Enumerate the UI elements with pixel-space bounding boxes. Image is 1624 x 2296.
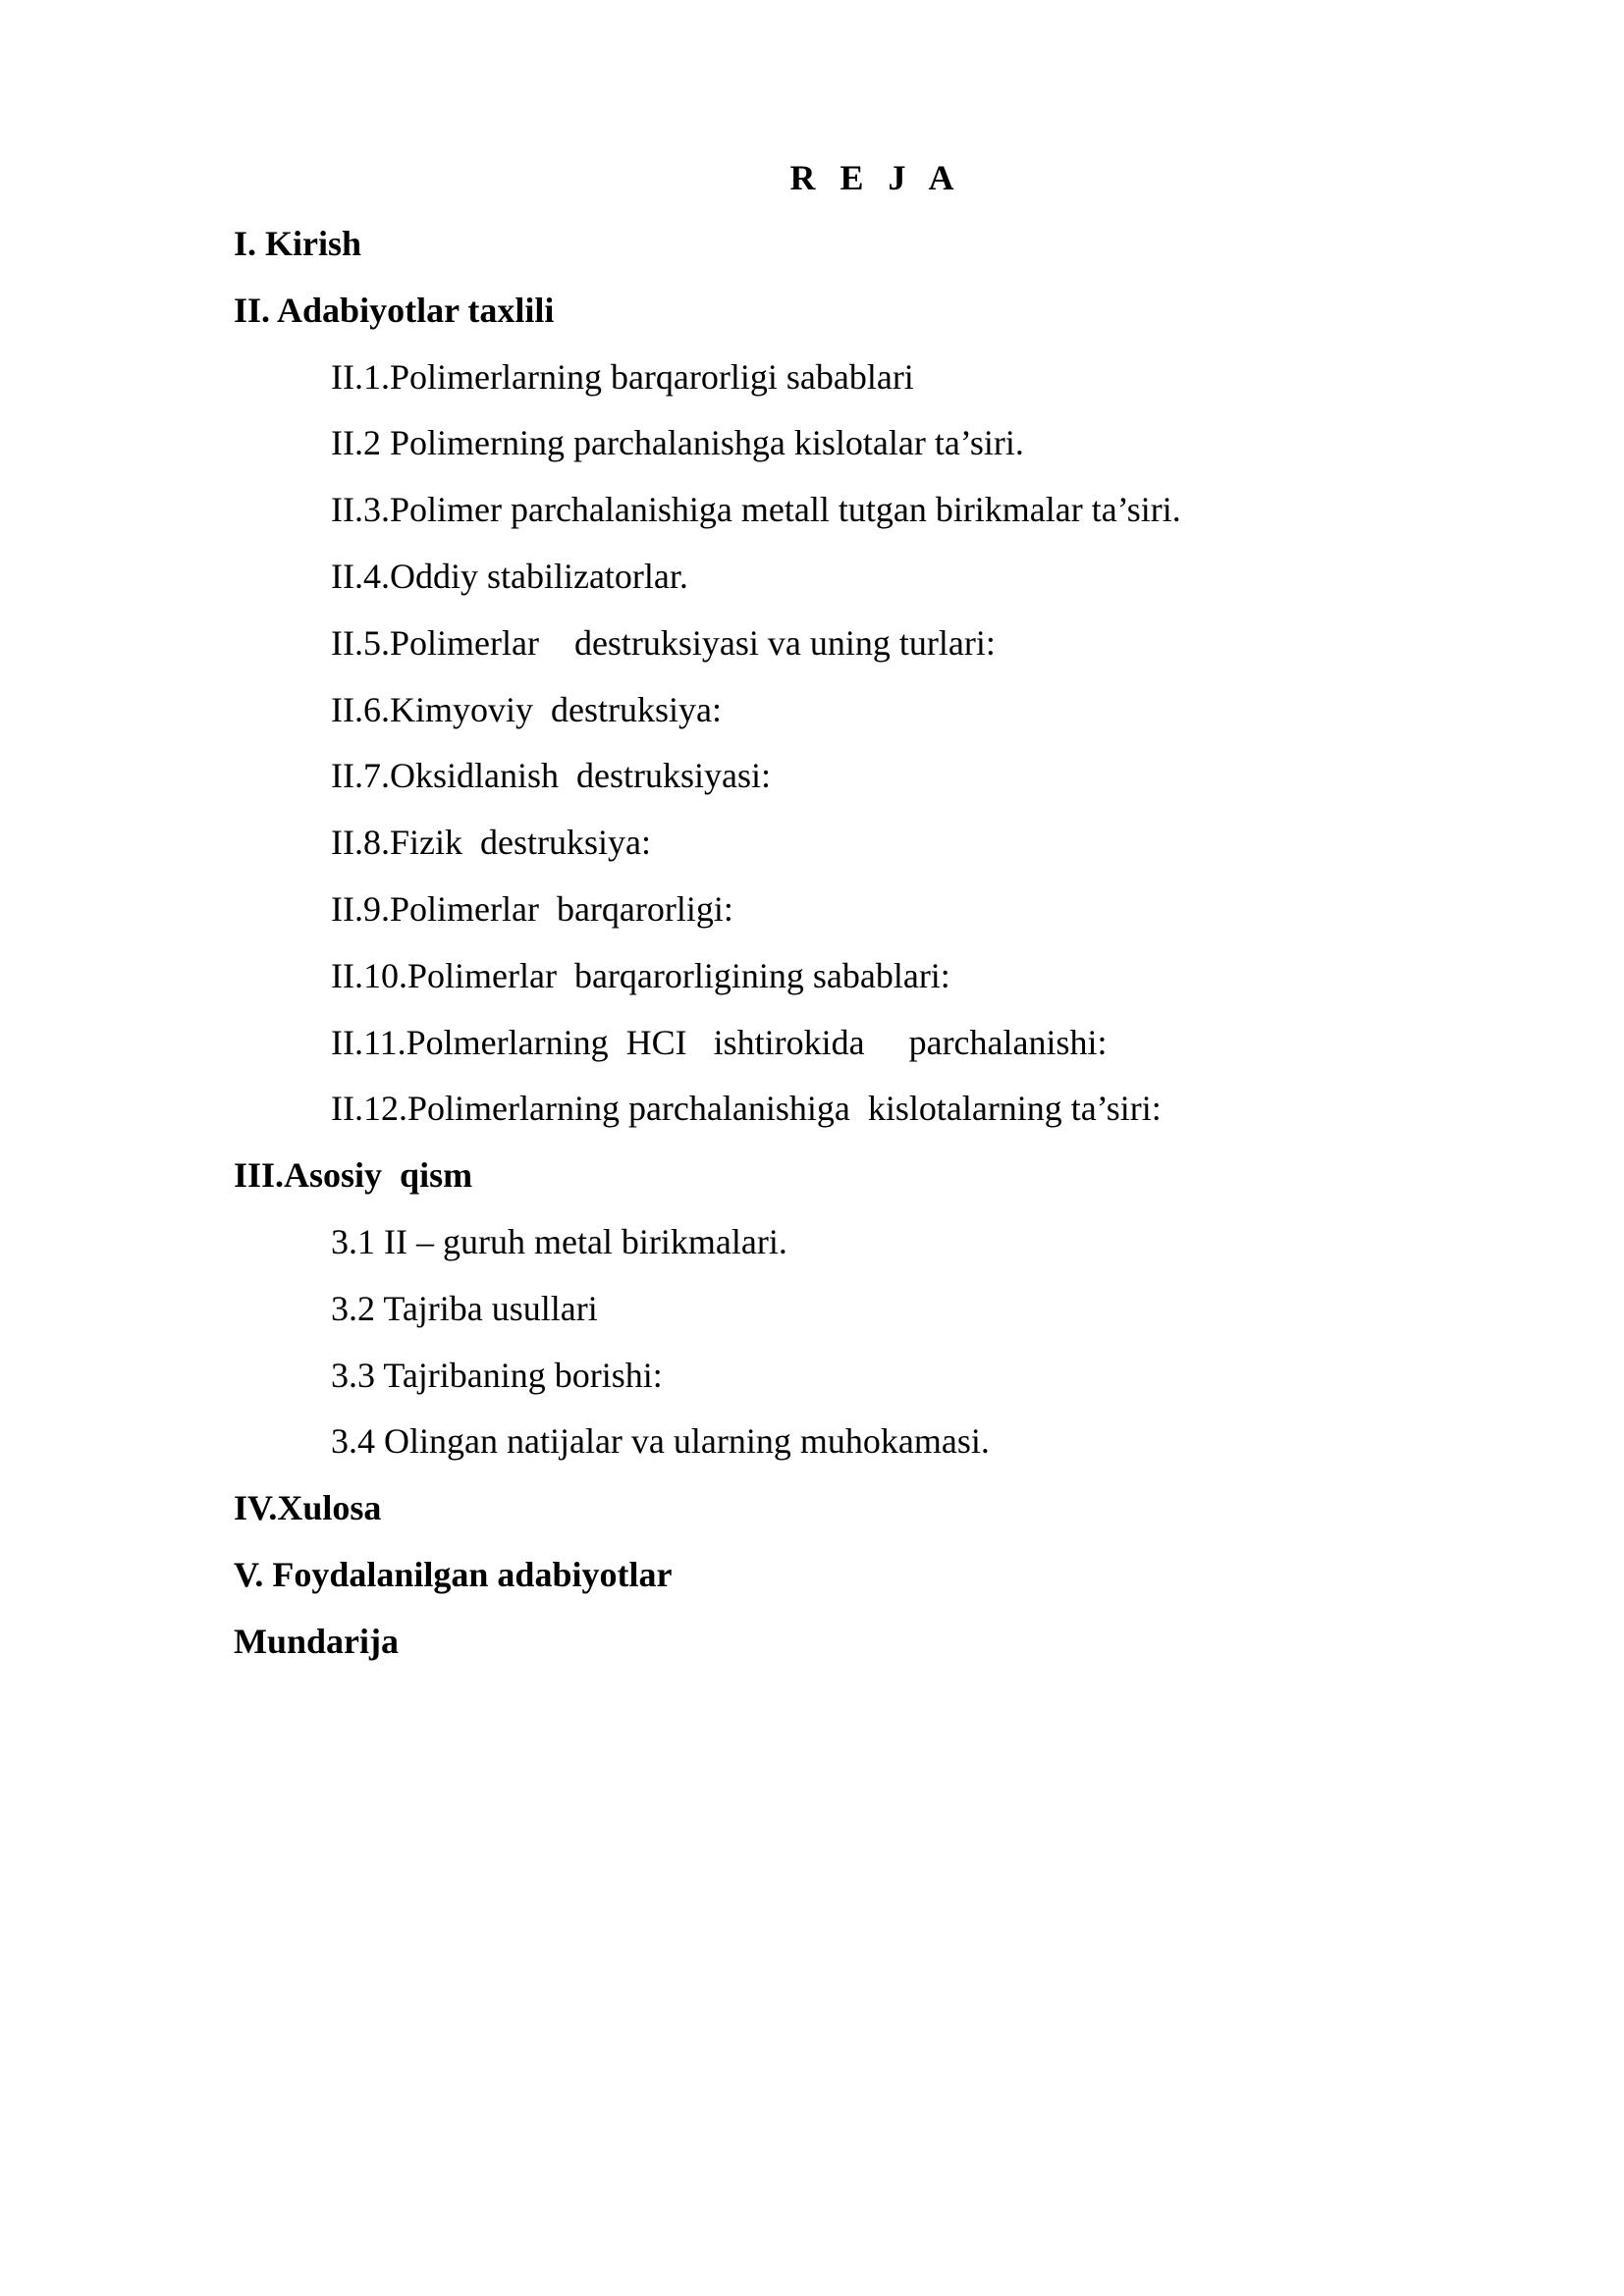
toc-item-foydalanilgan-adabiyotlar: V. Foydalanilgan adabiyotlar bbox=[234, 1554, 673, 1594]
toc-subitem: II.3.Polimer parchalanishiga metall tutgan birikmalar ta’siri. bbox=[331, 490, 1181, 530]
toc-subitem: II.7.Oksidlanish destruksiyasi: bbox=[331, 756, 771, 796]
toc-item-xulosa: IV.Xulosa bbox=[234, 1488, 382, 1528]
toc-subitem: II.5.Polimerlar destruksiyasi va uning turlari: bbox=[331, 622, 996, 663]
toc-subitem: II.12.Polimerlarning parchalanishiga kislotalarning ta’siri: bbox=[331, 1089, 1162, 1129]
toc-item-adabiyotlar-taxlili: II. Adabiyotlar taxlili bbox=[234, 290, 555, 330]
toc-subitem: 3.3 Tajribaning borishi: bbox=[331, 1355, 663, 1395]
toc-subitem: II.8.Fizik destruksiya: bbox=[331, 823, 651, 863]
toc-item-mundarija: Mundarija bbox=[234, 1621, 400, 1661]
toc-item-asosiy-qism: III.Asosiy qism bbox=[234, 1155, 473, 1196]
toc-subitem: II.4.Oddiy stabilizatorlar. bbox=[331, 556, 688, 596]
toc-subitem: II.11.Polmerlarning HCI ishtirokida parchalanishi: bbox=[331, 1022, 1108, 1062]
table-of-contents bbox=[0, 219, 1624, 1683]
toc-subitem: II.1.Polimerlarning barqarorligi sabablari bbox=[331, 356, 914, 397]
toc-subitem: II.6.Kimyoviy destruksiya: bbox=[331, 689, 722, 729]
page-title: R E J A bbox=[789, 158, 962, 197]
toc-subitem: II.10.Polimerlar barqarorligining sabablari: bbox=[331, 955, 950, 995]
toc-subitem: 3.2 Tajriba usullari bbox=[331, 1288, 598, 1328]
toc-item-kirish: I. Kirish bbox=[234, 224, 362, 263]
toc-subitem: II.2 Polimerning parchalanishga kislotalar ta’siri. bbox=[331, 423, 1024, 463]
toc-subitem: 3.1 II – guruh metal birikmalari. bbox=[331, 1221, 787, 1261]
toc-subitem: II.9.Polimerlar barqarorligi: bbox=[331, 888, 733, 929]
toc-subitem: 3.4 Olingan natijalar va ularning muhokamasi. bbox=[331, 1421, 990, 1462]
